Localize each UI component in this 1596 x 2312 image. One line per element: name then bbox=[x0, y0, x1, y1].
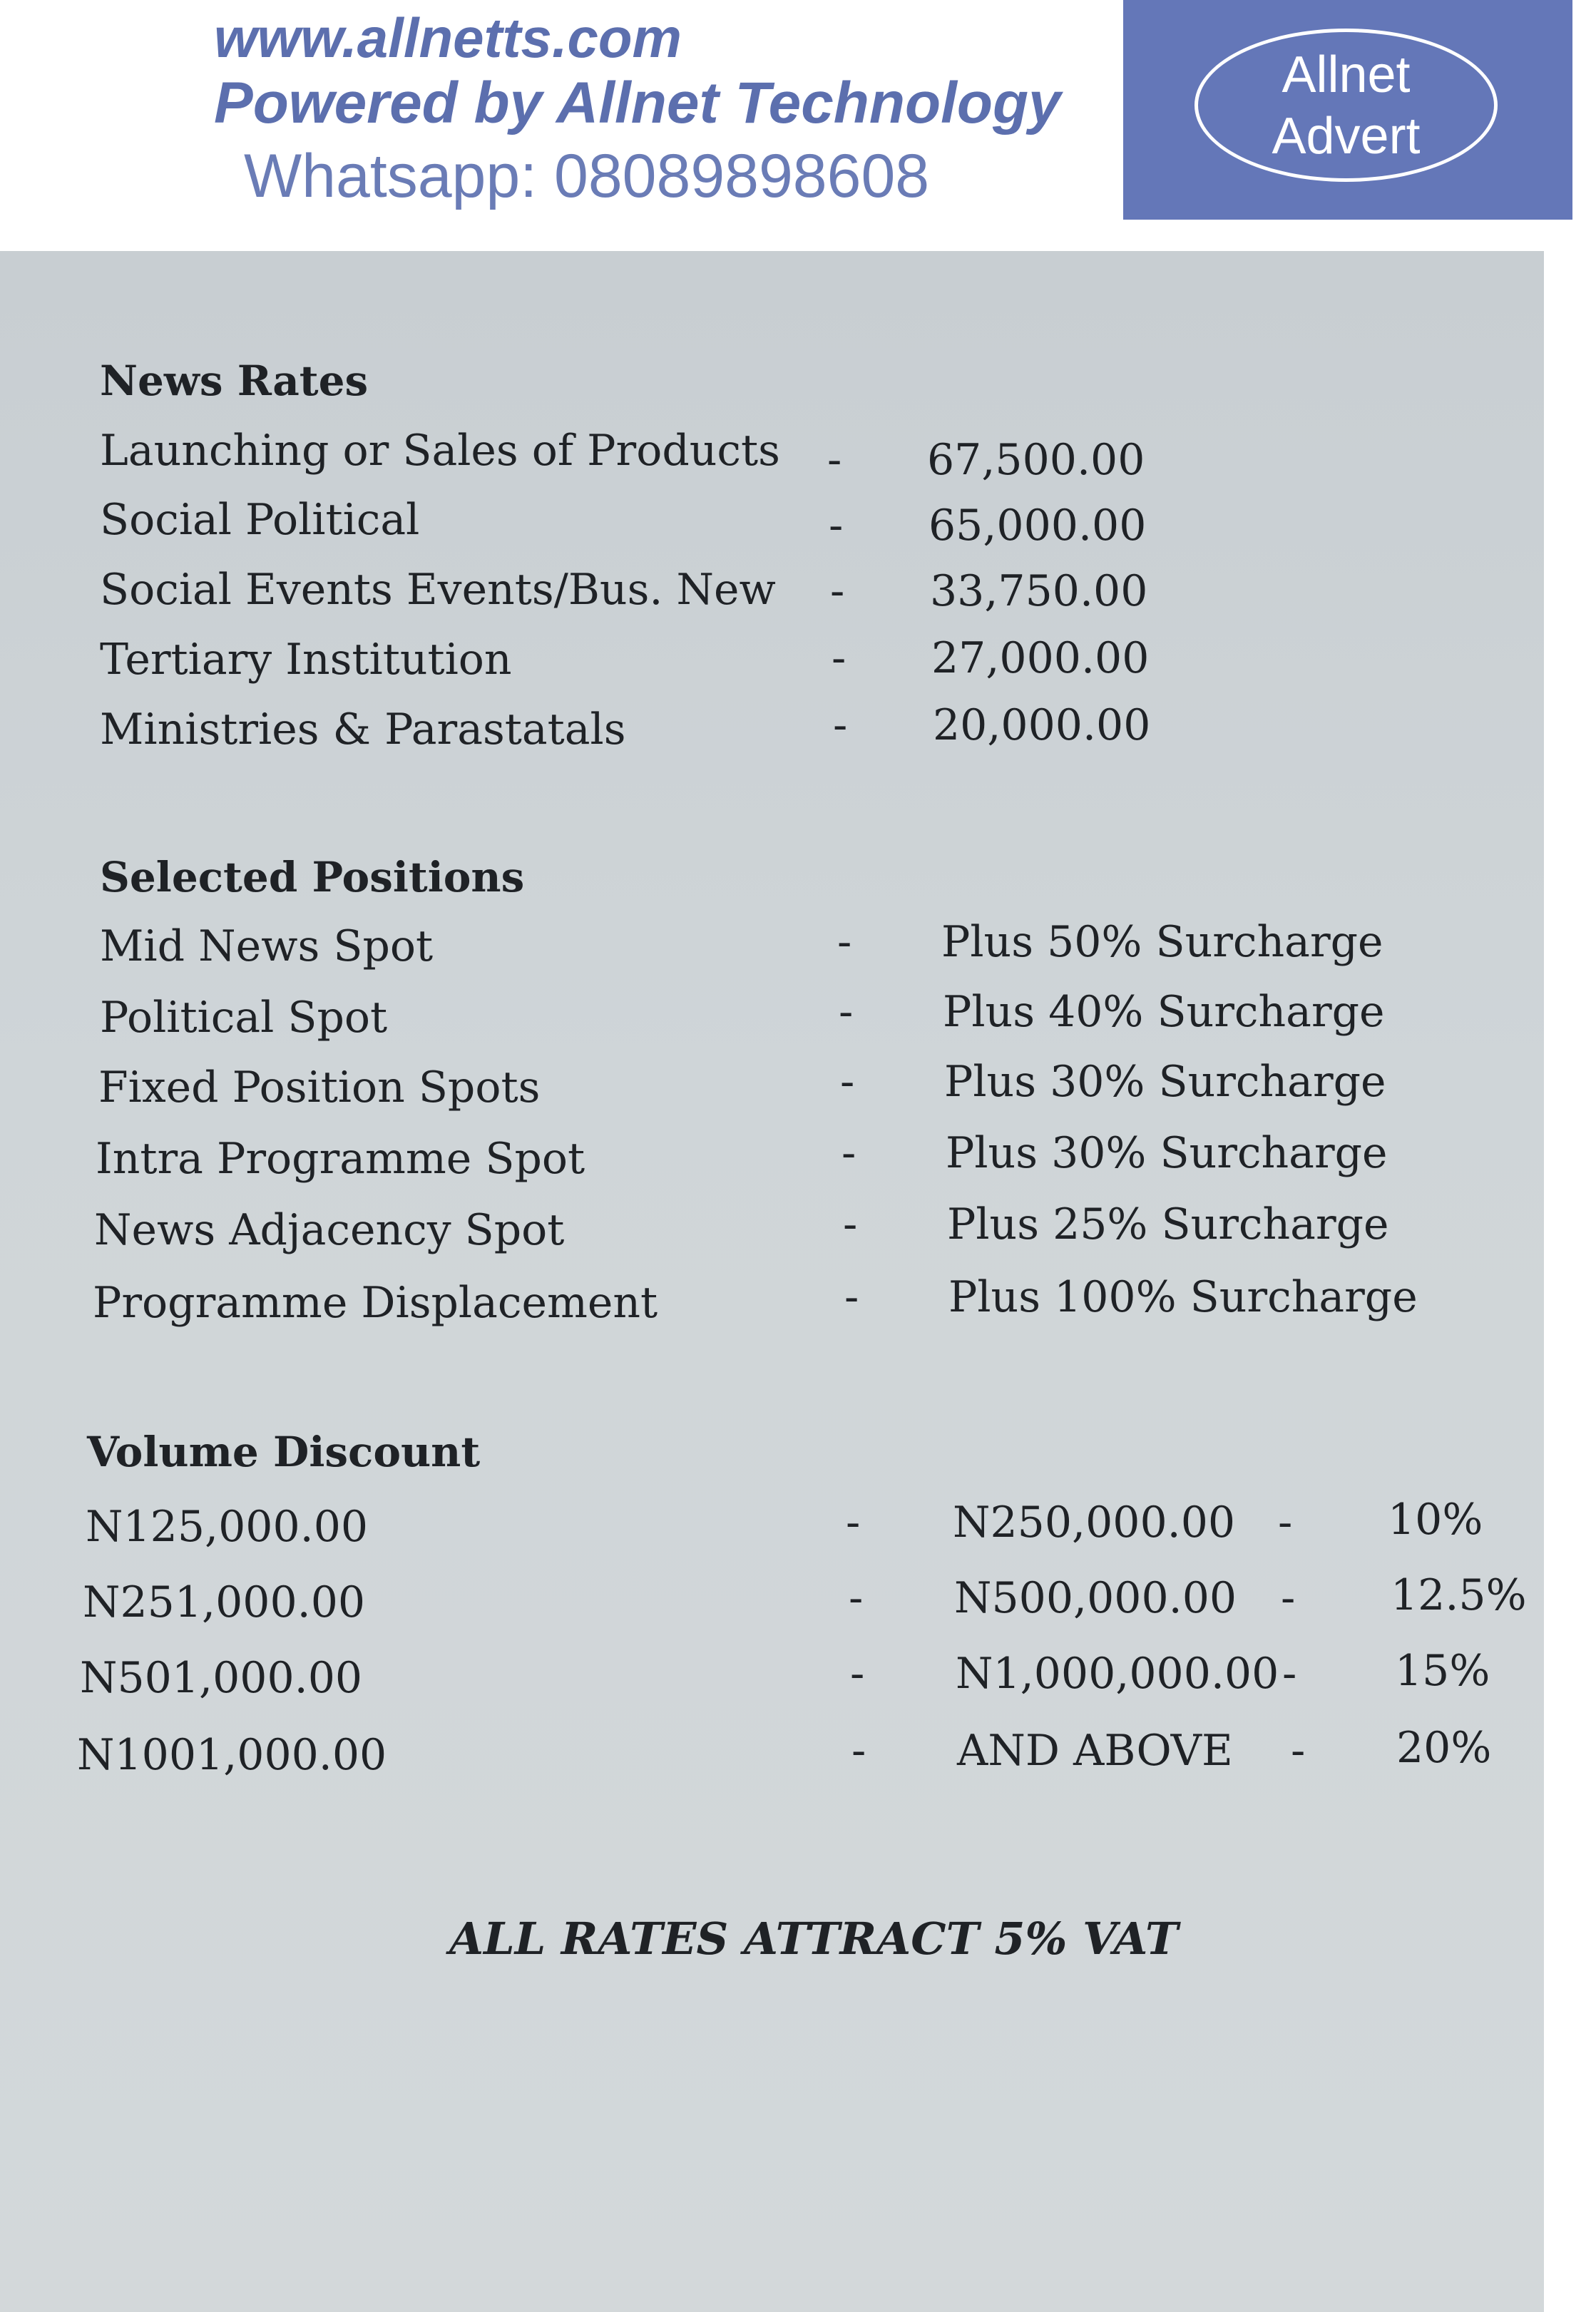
volume-discount-heading: Volume Discount bbox=[87, 1428, 481, 1476]
separator-dash: - bbox=[846, 1498, 861, 1548]
discount-percent: 10% bbox=[1388, 1495, 1483, 1545]
discount-range-to: N250,000.00 bbox=[953, 1498, 1236, 1548]
website-url: www.allnetts.com bbox=[214, 6, 682, 69]
position-label: Political Spot bbox=[100, 993, 388, 1043]
position-label: News Adjacency Spot bbox=[94, 1205, 565, 1255]
discount-percent: 20% bbox=[1396, 1723, 1492, 1773]
separator-dash: - bbox=[1278, 1498, 1293, 1548]
position-label: Programme Displacement bbox=[93, 1278, 658, 1328]
logo-oval bbox=[1195, 29, 1498, 182]
separator-dash: - bbox=[849, 1573, 864, 1623]
position-surcharge: Plus 40% Surcharge bbox=[943, 987, 1385, 1037]
separator-dash: - bbox=[839, 987, 854, 1037]
discount-range-from: N251,000.00 bbox=[83, 1577, 366, 1627]
separator-dash: - bbox=[832, 633, 846, 683]
position-surcharge: Plus 50% Surcharge bbox=[941, 917, 1383, 967]
discount-percent: 15% bbox=[1395, 1646, 1490, 1696]
news-rate-label: Tertiary Institution bbox=[100, 635, 512, 685]
allnet-advert-logo bbox=[1123, 0, 1572, 220]
news-rate-label: Social Political bbox=[100, 495, 420, 545]
discount-range-to: AND ABOVE bbox=[957, 1726, 1233, 1776]
rate-card-page bbox=[0, 251, 1544, 2312]
separator-dash: - bbox=[830, 566, 845, 616]
position-surcharge: Plus 25% Surcharge bbox=[947, 1200, 1389, 1249]
news-rate-value: 27,000.00 bbox=[931, 633, 1150, 683]
logo-line-1: Allnet bbox=[1282, 46, 1411, 103]
separator-dash: - bbox=[850, 1649, 865, 1699]
news-rate-value: 67,500.00 bbox=[927, 435, 1145, 485]
separator-dash: - bbox=[833, 700, 848, 750]
news-rate-label: Launching or Sales of Products bbox=[100, 426, 780, 476]
separator-dash: - bbox=[1281, 1573, 1296, 1623]
discount-percent: 12.5% bbox=[1391, 1570, 1527, 1620]
separator-dash: - bbox=[837, 917, 852, 967]
separator-dash: - bbox=[1291, 1726, 1306, 1776]
logo-line-2: Advert bbox=[1272, 107, 1421, 165]
news-rate-value: 20,000.00 bbox=[933, 700, 1151, 750]
discount-range-from: N1001,000.00 bbox=[77, 1730, 387, 1780]
separator-dash: - bbox=[1282, 1649, 1297, 1699]
position-surcharge: Plus 30% Surcharge bbox=[946, 1128, 1388, 1178]
separator-dash: - bbox=[843, 1200, 858, 1249]
separator-dash: - bbox=[844, 1272, 859, 1322]
separator-dash: - bbox=[840, 1057, 855, 1107]
powered-by-line: Powered by Allnet Technology bbox=[214, 71, 1061, 135]
news-rate-label: Social Events Events/Bus. New bbox=[100, 565, 776, 615]
separator-dash: - bbox=[827, 435, 842, 485]
discount-range-from: N501,000.00 bbox=[80, 1653, 363, 1703]
position-label: Fixed Position Spots bbox=[98, 1063, 541, 1112]
discount-range-to: N500,000.00 bbox=[954, 1573, 1237, 1623]
news-rate-label: Ministries & Parastatals bbox=[100, 705, 626, 755]
position-surcharge: Plus 100% Surcharge bbox=[948, 1272, 1418, 1322]
whatsapp-contact: Whatsapp: 08089898608 bbox=[244, 142, 930, 210]
separator-dash: - bbox=[851, 1726, 866, 1776]
separator-dash: - bbox=[842, 1128, 856, 1178]
discount-range-from: N125,000.00 bbox=[86, 1502, 369, 1552]
position-surcharge: Plus 30% Surcharge bbox=[944, 1057, 1386, 1107]
header-banner bbox=[0, 0, 1123, 250]
separator-dash: - bbox=[829, 501, 844, 551]
news-rate-value: 65,000.00 bbox=[929, 501, 1147, 551]
position-label: Mid News Spot bbox=[100, 921, 434, 971]
news-rates-heading: News Rates bbox=[100, 357, 369, 405]
news-rate-value: 33,750.00 bbox=[930, 566, 1148, 616]
selected-positions-heading: Selected Positions bbox=[100, 853, 525, 901]
position-label: Intra Programme Spot bbox=[96, 1134, 585, 1184]
discount-range-to: N1,000,000.00 bbox=[956, 1649, 1279, 1699]
vat-notice: ALL RATES ATTRACT 5% VAT bbox=[449, 1913, 1179, 1965]
